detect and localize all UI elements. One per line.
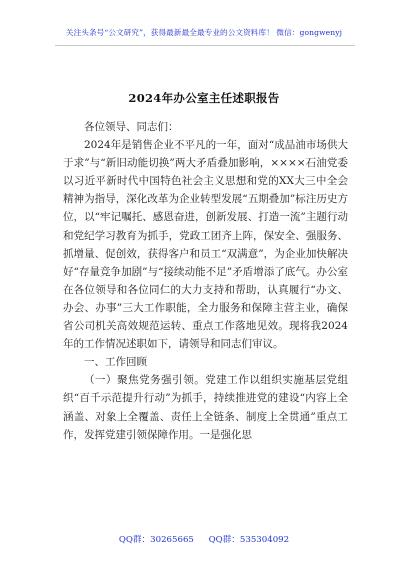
paragraph-party-building: （一）聚焦党务强引领。党建工作以组织实施基层党组织“百千示范提升行动”为抓手，持续推进党的建设“内容上全涵盖、对象上全覆盖、责任上全链条、制度上全贯通”重点工作，发挥党建引领保障作用。一是强化思 [63, 374, 348, 441]
salutation: 各位领导、同志们： [84, 121, 179, 133]
header-divider [55, 45, 355, 46]
document-body [63, 118, 348, 444]
footer-qq-group-2: QQ群：535304092 [208, 535, 290, 545]
header-banner: 关注头条号“公文研究”，获得最新最全最专业的公文资料库！ 微信：gongwenyj [65, 28, 343, 37]
section-heading: 一、工作回顾 [84, 356, 147, 369]
footer [0, 533, 408, 545]
document-title: 2024年办公室主任述职报告 [128, 91, 280, 105]
paragraph-intro: 2024年是销售企业不平凡的一年，面对“成品油市场供大于求”与“新旧动能切换”两大矛盾叠加影响，××××石油党委以习近平新时代中国特色社会主义思想和党的XX大三中全会精神为指导，深化改革为企业转型发展“五期叠加”标注历史方位，以“牢记嘱托、感恩奋进，创新发展、打造一流”主题行动和党纪学习教育为抓手，党政工团齐上阵，保安全、强服务、抓增量、促创效，获得客户和员工“双满意”，为企业加快解决好“存量竞争加剧”与“接续动能不足”矛盾增添了底气。办公室在各位领导和各位同仁的大力支持和帮助，认真履行“办文、办会、办事”三大工作职能，全力服务和保障主营主业，确保省公司机关高效规范运转、重点工作落地见效。现将我2024年的工作情况述职如下，请领导和同志们审议。 [63, 139, 348, 351]
footer-qq-group-1: QQ群：30265665 [118, 535, 194, 545]
